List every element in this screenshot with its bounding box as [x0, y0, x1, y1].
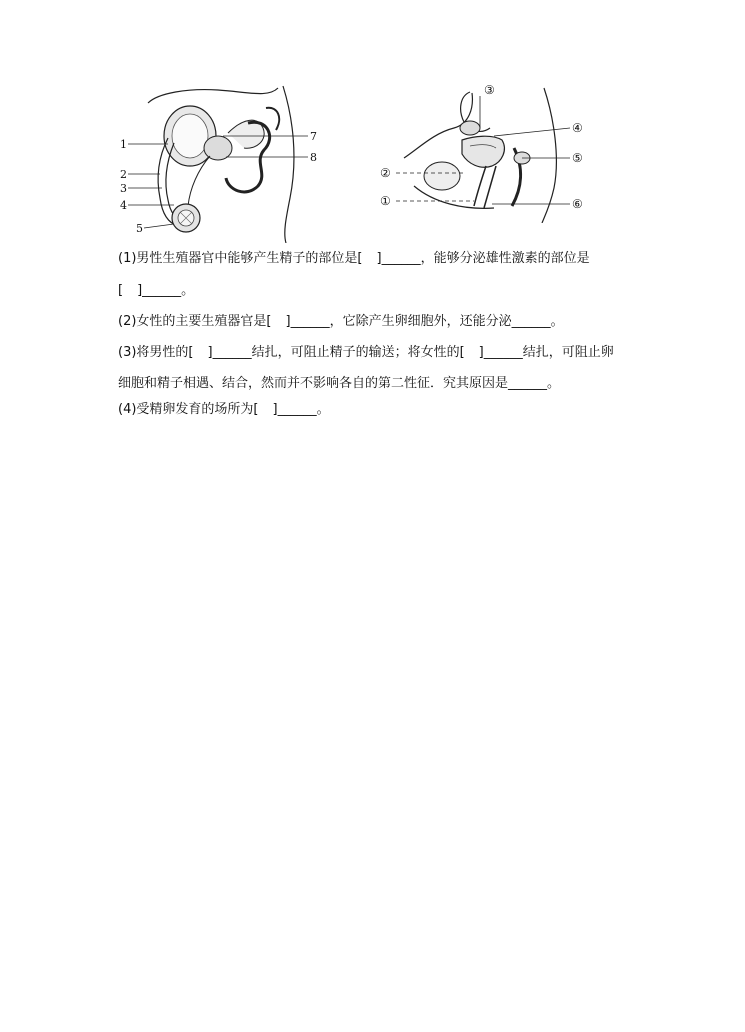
- question-3-line-2: [118, 376, 560, 392]
- female-label-5: ⑤: [572, 151, 583, 165]
- q1-text-a: (1)男性生殖器官中能够产生精子的部位是[: [118, 251, 363, 266]
- q3-text-d: 细胞和精子相遇、结合，然而并不影响各自的第二性征．究其原因是______。: [118, 376, 561, 391]
- male-label-7: 7: [310, 130, 317, 143]
- q3-text-c: ]______结扎，可阻止卵: [478, 345, 614, 360]
- male-diagram-svg: [118, 78, 328, 243]
- male-label-2: 2: [120, 168, 127, 181]
- male-label-4: 4: [120, 199, 127, 212]
- female-label-3: ③: [484, 83, 495, 97]
- female-label-1: ①: [380, 194, 391, 208]
- q2-text-a: (2)女性的主要生殖器官是[: [118, 314, 272, 329]
- q1-text-d: ]______。: [137, 283, 195, 298]
- question-1-line-1: [118, 251, 590, 267]
- female-label-4: ④: [572, 121, 583, 135]
- q2-text-b: ]______，它除产生卵细胞外，还能分泌______。: [285, 314, 564, 329]
- q1-text-b: ]______，能够分泌雄性激素的部位是: [376, 251, 590, 266]
- female-label-2: ②: [380, 166, 391, 180]
- male-label-5: 5: [136, 222, 143, 235]
- q3-text-a: (3)将男性的[: [118, 345, 194, 360]
- q4-text-a: (4)受精卵发育的场所为[: [118, 402, 259, 417]
- question-4: [118, 402, 330, 418]
- female-reproductive-diagram: [374, 78, 604, 223]
- female-diagram-svg: [374, 78, 604, 223]
- q1-text-c: [: [118, 283, 124, 298]
- male-label-8: 8: [310, 151, 317, 164]
- male-label-1: 1: [120, 138, 127, 151]
- question-2: [118, 314, 564, 330]
- female-label-6: ⑥: [572, 197, 583, 211]
- male-label-3: 3: [120, 182, 127, 195]
- male-reproductive-diagram: [118, 78, 328, 243]
- question-1-line-2: [118, 283, 194, 299]
- q3-text-b: ]______结扎，可阻止精子的输送；将女性的[: [207, 345, 465, 360]
- q4-text-b: ]______。: [272, 402, 330, 417]
- question-3-line-1: [118, 345, 614, 361]
